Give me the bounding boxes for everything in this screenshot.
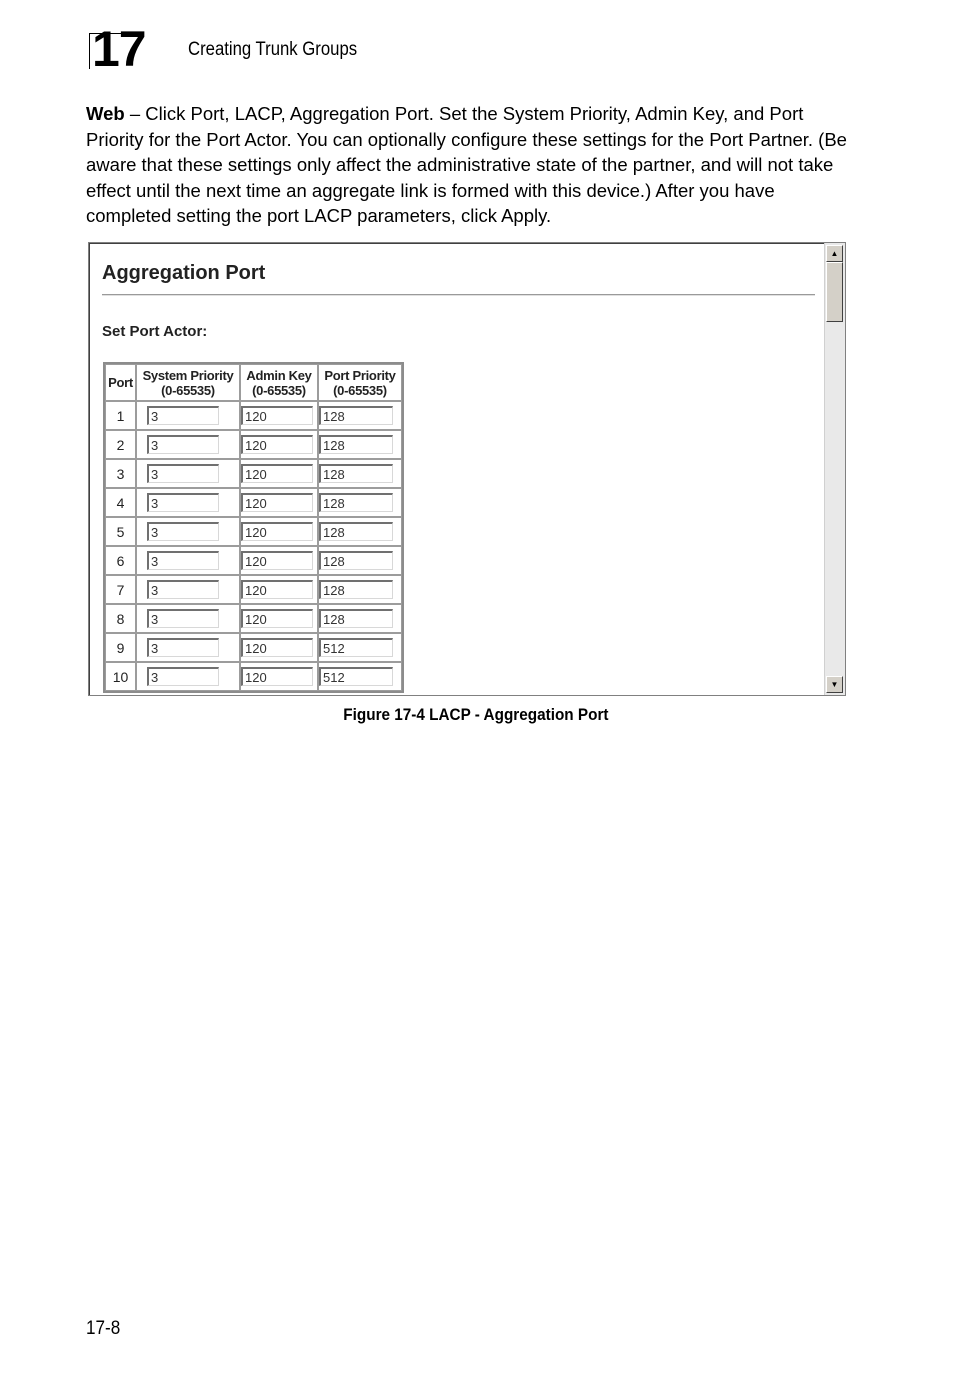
body-text: – Click Port, LACP, Aggregation Port. Set the System Priority, Admin Key, and Port Priority for the Port Actor. You can optionally configure these settings for the Port Partner. (Be aware that these settings only affect the administrative state of the partner, and will not take effect until the next time an aggregate link is formed with this device.) After you have completed setting the port LACP parameters, click Apply. [86, 103, 847, 226]
system-priority-input[interactable]: 3 [147, 406, 219, 425]
port-priority-input[interactable]: 128 [319, 551, 393, 570]
port-priority-cell [318, 575, 402, 604]
port-priority-cell [318, 633, 402, 662]
port-priority-input[interactable]: 128 [319, 464, 393, 483]
port-priority-input[interactable]: 128 [319, 435, 393, 454]
port-priority-cell [318, 488, 402, 517]
column-header-port: Port [105, 364, 136, 401]
arrow-down-icon[interactable]: ▼ [826, 676, 843, 693]
body-paragraph [86, 101, 856, 229]
port-priority-input[interactable]: 512 [319, 667, 393, 686]
port-priority-cell [318, 430, 402, 459]
admin-key-input[interactable]: 120 [241, 406, 313, 425]
arrow-up-icon[interactable]: ▲ [826, 245, 843, 262]
port-number: 10 [105, 662, 136, 691]
table-row [105, 633, 402, 662]
admin-key-cell [240, 546, 318, 575]
admin-key-cell [240, 662, 318, 691]
port-priority-input[interactable]: 128 [319, 522, 393, 541]
admin-key-cell [240, 517, 318, 546]
admin-key-cell [240, 459, 318, 488]
admin-key-input[interactable]: 120 [241, 522, 313, 541]
port-priority-cell [318, 517, 402, 546]
port-priority-input[interactable]: 128 [319, 609, 393, 628]
port-number: 1 [105, 401, 136, 430]
table-row [105, 575, 402, 604]
system-priority-cell [136, 662, 240, 691]
running-head: Creating Trunk Groups [188, 39, 358, 60]
page-number: 17-8 [86, 1318, 121, 1339]
system-priority-cell [136, 517, 240, 546]
system-priority-cell [136, 546, 240, 575]
system-priority-input[interactable]: 3 [147, 435, 219, 454]
section-label: Set Port Actor: [102, 323, 208, 340]
system-priority-input[interactable]: 3 [147, 522, 219, 541]
admin-key-cell [240, 575, 318, 604]
admin-key-input[interactable]: 120 [241, 435, 313, 454]
system-priority-cell [136, 459, 240, 488]
system-priority-input[interactable]: 3 [147, 667, 219, 686]
system-priority-input[interactable]: 3 [147, 638, 219, 657]
port-priority-input[interactable]: 128 [319, 580, 393, 599]
table-row [105, 662, 402, 691]
table-row [105, 604, 402, 633]
admin-key-input[interactable]: 120 [241, 667, 313, 686]
column-header-admin-key: Admin Key (0-65535) [240, 364, 318, 401]
port-number: 9 [105, 633, 136, 662]
vertical-scrollbar[interactable] [824, 243, 845, 695]
port-priority-input[interactable]: 512 [319, 638, 393, 657]
chapter-number: 17 [92, 21, 146, 77]
title-divider [102, 294, 815, 296]
port-priority-cell [318, 459, 402, 488]
admin-key-cell [240, 604, 318, 633]
system-priority-cell [136, 401, 240, 430]
admin-key-input[interactable]: 120 [241, 464, 313, 483]
port-number: 7 [105, 575, 136, 604]
admin-key-input[interactable]: 120 [241, 609, 313, 628]
column-header-port-priority: Port Priority (0-65535) [318, 364, 402, 401]
system-priority-cell [136, 488, 240, 517]
system-priority-cell [136, 604, 240, 633]
table-row [105, 459, 402, 488]
admin-key-cell [240, 488, 318, 517]
table-row [105, 546, 402, 575]
table-row [105, 430, 402, 459]
admin-key-cell [240, 401, 318, 430]
table-header-row [105, 364, 402, 401]
figure-caption: Figure 17-4 LACP - Aggregation Port [343, 705, 609, 724]
port-priority-cell [318, 604, 402, 633]
port-priority-input[interactable]: 128 [319, 493, 393, 512]
table-row [105, 517, 402, 546]
port-number: 6 [105, 546, 136, 575]
admin-key-input[interactable]: 120 [241, 551, 313, 570]
port-priority-cell [318, 401, 402, 430]
port-number: 2 [105, 430, 136, 459]
admin-key-cell [240, 633, 318, 662]
aggregation-port-screenshot [88, 242, 846, 696]
port-number: 5 [105, 517, 136, 546]
port-number: 8 [105, 604, 136, 633]
system-priority-cell [136, 575, 240, 604]
screenshot-content [89, 243, 825, 695]
admin-key-input[interactable]: 120 [241, 580, 313, 599]
table-row [105, 401, 402, 430]
system-priority-input[interactable]: 3 [147, 580, 219, 599]
admin-key-input[interactable]: 120 [241, 638, 313, 657]
pane-title: Aggregation Port [102, 262, 266, 284]
column-header-system-priority: System Priority (0-65535) [136, 364, 240, 401]
system-priority-cell [136, 633, 240, 662]
system-priority-input[interactable]: 3 [147, 551, 219, 570]
system-priority-input[interactable]: 3 [147, 464, 219, 483]
admin-key-cell [240, 430, 318, 459]
port-number: 3 [105, 459, 136, 488]
port-number: 4 [105, 488, 136, 517]
port-priority-cell [318, 662, 402, 691]
table-row [105, 488, 402, 517]
system-priority-input[interactable]: 3 [147, 493, 219, 512]
system-priority-cell [136, 430, 240, 459]
body-lead: Web [86, 103, 125, 124]
port-actor-table [103, 362, 404, 693]
port-priority-cell [318, 546, 402, 575]
port-priority-input[interactable]: 128 [319, 406, 393, 425]
admin-key-input[interactable]: 120 [241, 493, 313, 512]
system-priority-input[interactable]: 3 [147, 609, 219, 628]
scrollbar-thumb[interactable] [826, 262, 843, 322]
